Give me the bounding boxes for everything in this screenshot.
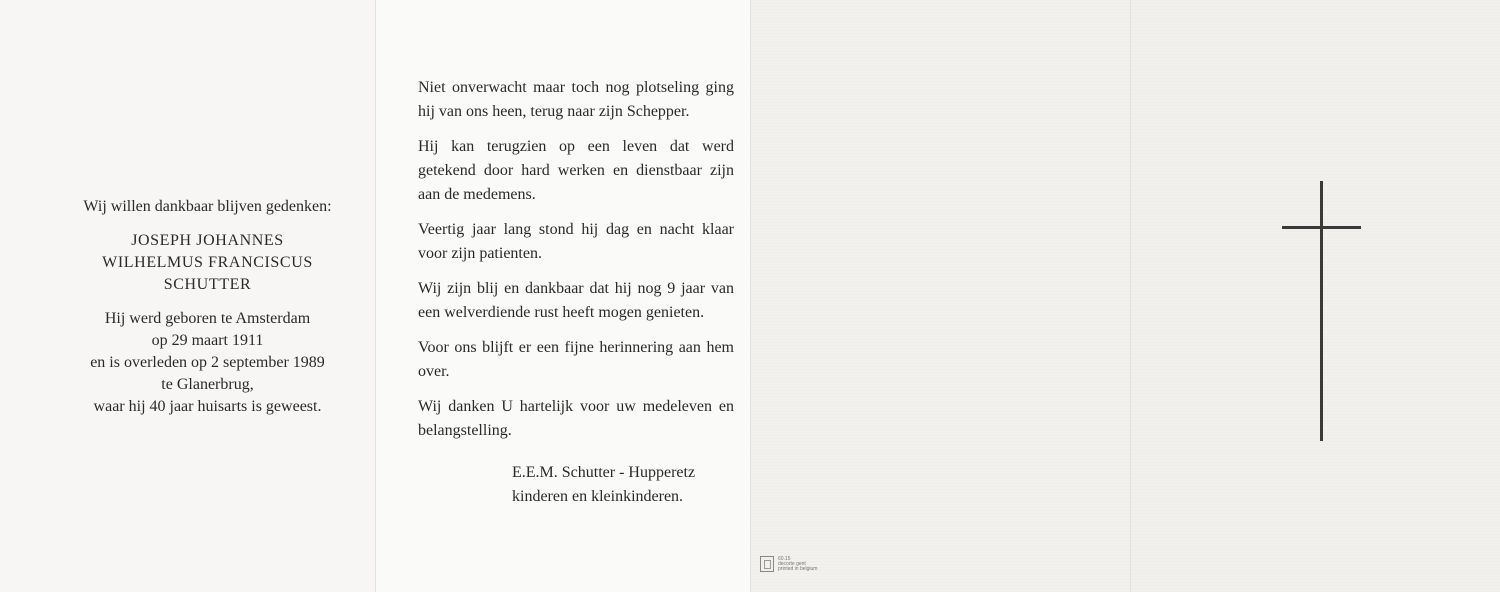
printer-mark-text — [778, 557, 817, 572]
memorial-text — [418, 76, 734, 509]
signature-line-2: kinderen en kleinkinderen. — [512, 488, 684, 505]
printer-code: 60.15 — [778, 555, 791, 562]
name-line-3: SCHUTTER — [163, 276, 252, 293]
birth-place-line: Hij werd geboren te Amsterdam — [104, 310, 311, 327]
latin-cross-icon — [1282, 181, 1362, 443]
memorial-details — [40, 196, 375, 418]
deceased-name — [40, 230, 375, 296]
paragraph-4: Wij zijn blij en dankbaar dat hij nog 9 jaar van een welverdiende rust heeft mogen genieten. — [418, 280, 734, 321]
life-facts — [40, 308, 375, 418]
signature — [512, 461, 734, 509]
paragraph-6: Wij danken U hartelijk voor uw medeleven en belangstelling. — [418, 398, 734, 439]
printer-logo-icon — [760, 556, 774, 572]
fold-line-3 — [1130, 0, 1131, 592]
death-place-line: te Glanerbrug, — [161, 376, 254, 393]
name-line-1: JOSEPH JOHANNES — [131, 232, 284, 249]
inner-left-panel — [0, 0, 375, 592]
fold-line-2 — [750, 0, 751, 592]
paragraph-1: Niet onverwacht maar toch nog plotseling ging hij van ons heen, terug naar zijn Schepper. — [418, 79, 734, 120]
printer-note: printed in belgium — [778, 565, 818, 572]
back-panel — [750, 0, 1130, 592]
birth-date-line: op 29 maart 1911 — [151, 332, 264, 349]
printer-name: decorte gent — [778, 560, 806, 567]
paragraph-5: Voor ons blijft er een fijne herinnering aan hem over. — [418, 339, 734, 380]
paragraph-2: Hij kan terugzien op een leven dat werd getekend door hard werken en dienstbaar zijn aan de medemens. — [418, 138, 734, 203]
printer-mark — [760, 556, 817, 572]
signature-line-1: E.E.M. Schutter - Hupperetz — [512, 464, 696, 481]
paragraph-3: Veertig jaar lang stond hij dag en nacht klaar voor zijn patienten. — [418, 221, 734, 262]
profession-line: waar hij 40 jaar huisarts is geweest. — [93, 398, 322, 415]
intro-line: Wij willen dankbaar blijven gedenken: — [83, 198, 332, 215]
death-date-line: en is overleden op 2 september 1989 — [90, 354, 325, 371]
name-line-2: WILHELMUS FRANCISCUS — [102, 254, 313, 271]
fold-line-1 — [375, 0, 376, 592]
